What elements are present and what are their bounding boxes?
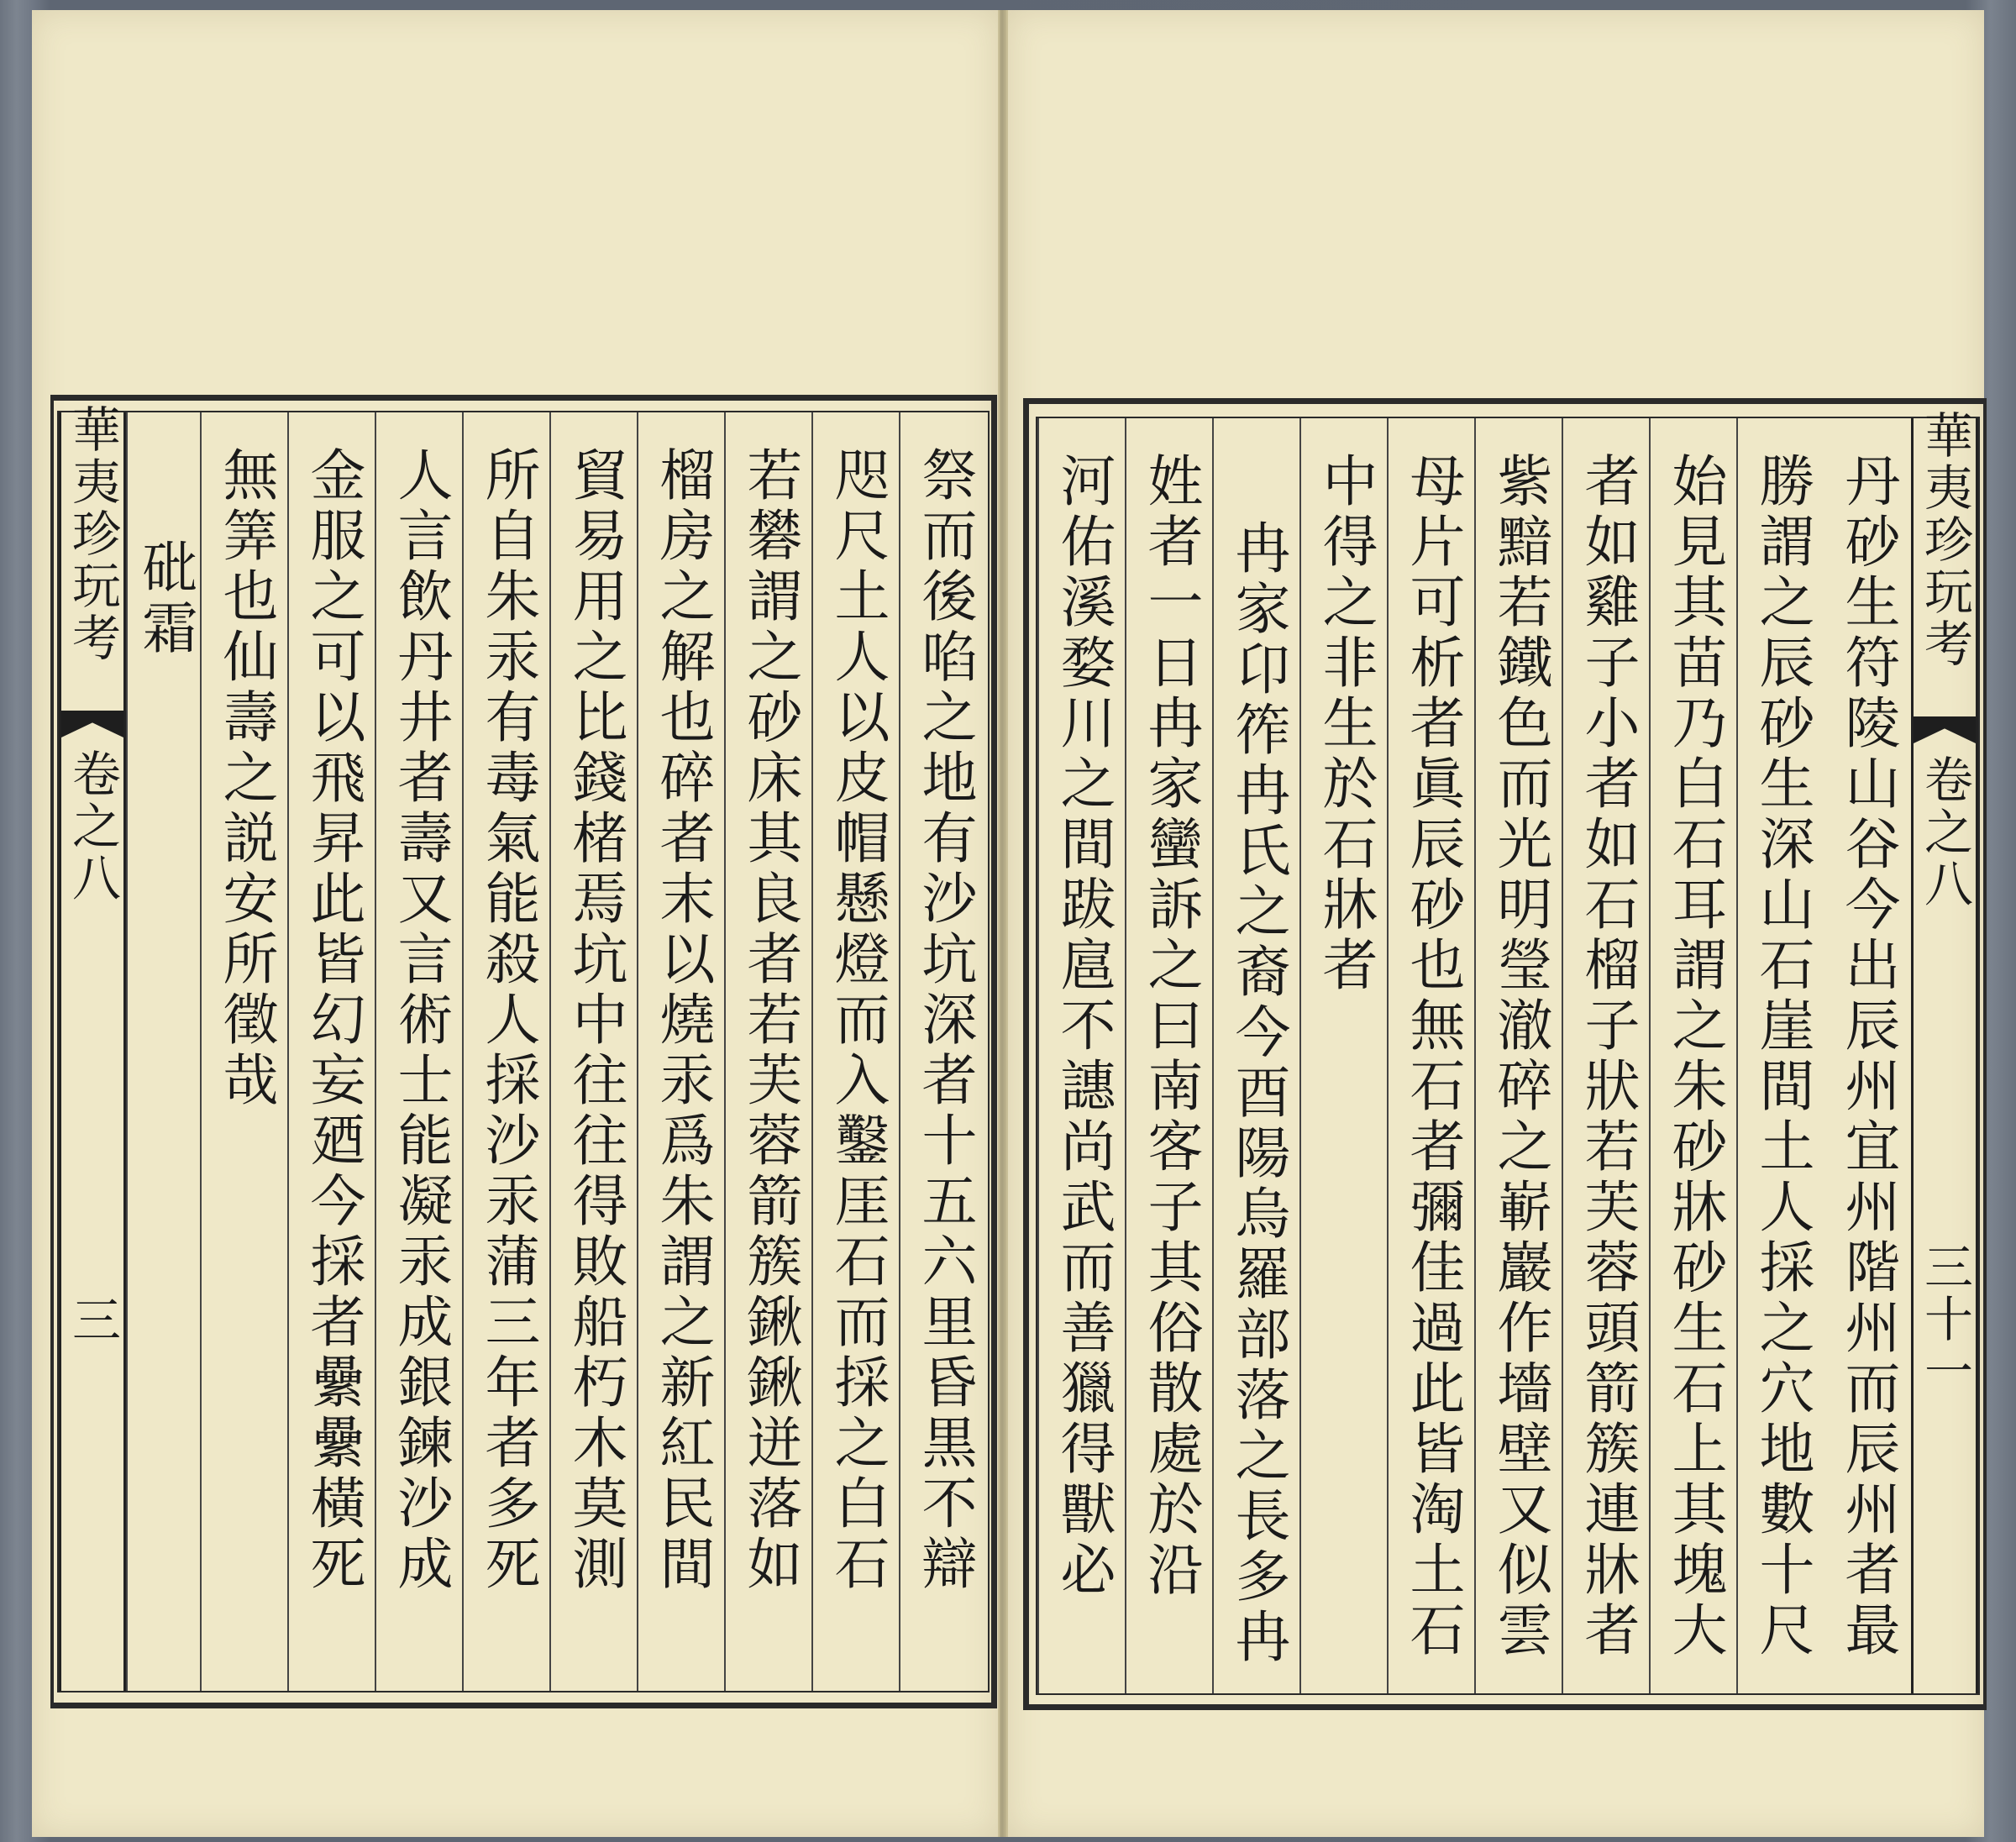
column-text: 始見其苗乃白石耳謂之朱砂牀砂生石上其塊大: [1662, 452, 1727, 1661]
column-text: 河佑溪婺川之間跋扈不譓尚武而善獵得獸必: [1051, 452, 1116, 1601]
left-column-4: [637, 412, 726, 1691]
left-column-2: [811, 412, 900, 1691]
column-text: 所自朱汞有毒氣能殺人採沙汞蒲三年者多死: [475, 446, 540, 1595]
column-text: 咫尺土人以皮帽懸燈而入鑿厓石而採之白石: [825, 446, 890, 1595]
band-volume: 卷之八: [1916, 754, 1973, 911]
right-column-9: [1125, 418, 1214, 1693]
right-page: [1006, 10, 1984, 1837]
column-text: 無筭也仙壽之説安所徵哉: [213, 446, 278, 1111]
column-text: 母片可析者眞辰砂也無石者彌佳過此皆淘土石: [1400, 452, 1465, 1661]
right-column-2: [1736, 418, 1825, 1693]
left-column-1: [899, 412, 988, 1691]
right-column-1: [1824, 418, 1911, 1693]
column-text: 人言飲丹井者壽又言術士能凝汞成銀鍊沙成: [388, 446, 453, 1595]
column-text: 砒霜: [133, 538, 197, 659]
column-text: 丹砂生符陵山谷今出辰州宜州階州而辰州者最: [1835, 452, 1900, 1661]
right-column-10: [1037, 418, 1126, 1693]
left-column-9: [200, 412, 289, 1691]
right-page-inner-frame: [1036, 410, 1980, 1695]
left-column-5: [549, 412, 638, 1691]
column-text: 勝謂之辰砂生深山石崖間土人採之穴地數十尺: [1750, 452, 1814, 1661]
column-text: 金服之可以飛昇此皆幻妄廼今採者纍纍橫死: [301, 446, 365, 1595]
right-column-7: [1299, 418, 1389, 1693]
right-column-4: [1562, 418, 1651, 1693]
left-page-center-band: [59, 404, 126, 1691]
right-column-6: [1387, 418, 1476, 1693]
left-column-8: [287, 412, 376, 1691]
column-text: 者如雞子小者如石榴子狀若芙蓉頭箭簇連牀者: [1575, 452, 1640, 1661]
left-column-10: [126, 412, 202, 1691]
column-text: 冉家卬筰冉氏之裔今酉陽烏羅部落之長多冉: [1226, 519, 1290, 1668]
left-page: [32, 10, 1000, 1837]
right-page-frame: [1023, 398, 1987, 1710]
left-column-3: [724, 412, 813, 1691]
band-volume: 卷之八: [64, 748, 121, 905]
column-text: 中得之非生於石牀者: [1313, 452, 1378, 996]
column-text: 紫黯若鐵色而光明瑩澈碎之嶄巖作墻壁又似雲: [1488, 452, 1552, 1661]
right-page-center-band: [1911, 410, 1978, 1693]
right-column-5: [1474, 418, 1563, 1693]
fishtail-mark: [1914, 716, 1976, 743]
left-column-6: [462, 412, 551, 1691]
left-page-frame: [50, 395, 997, 1708]
band-title: 華夷珍玩考: [1916, 410, 1973, 670]
column-text: 姓者一日冉家蠻訴之曰南客子其俗散處於沿: [1138, 452, 1203, 1601]
column-text: 祭而後啗之地有沙坑深者十五六里昏黒不辯: [912, 446, 977, 1595]
left-column-7: [375, 412, 464, 1691]
column-text: 貿易用之比錢楮焉坑中往往得敗船朽木莫測: [563, 446, 627, 1595]
column-text: 若礬謂之砂床其良者若芙蓉箭簇鍬鍬迸落如: [738, 446, 802, 1595]
right-column-8: [1212, 418, 1301, 1693]
band-folio: 三: [64, 1294, 121, 1346]
right-column-3: [1649, 418, 1738, 1693]
band-title: 華夷珍玩考: [64, 404, 121, 664]
left-page-inner-frame: [57, 404, 990, 1692]
fishtail-mark: [61, 711, 123, 737]
column-text: 榴房之解也碎者末以燒汞爲朱謂之新紅民間: [650, 446, 715, 1595]
band-folio: 三十一: [1916, 1241, 1973, 1398]
